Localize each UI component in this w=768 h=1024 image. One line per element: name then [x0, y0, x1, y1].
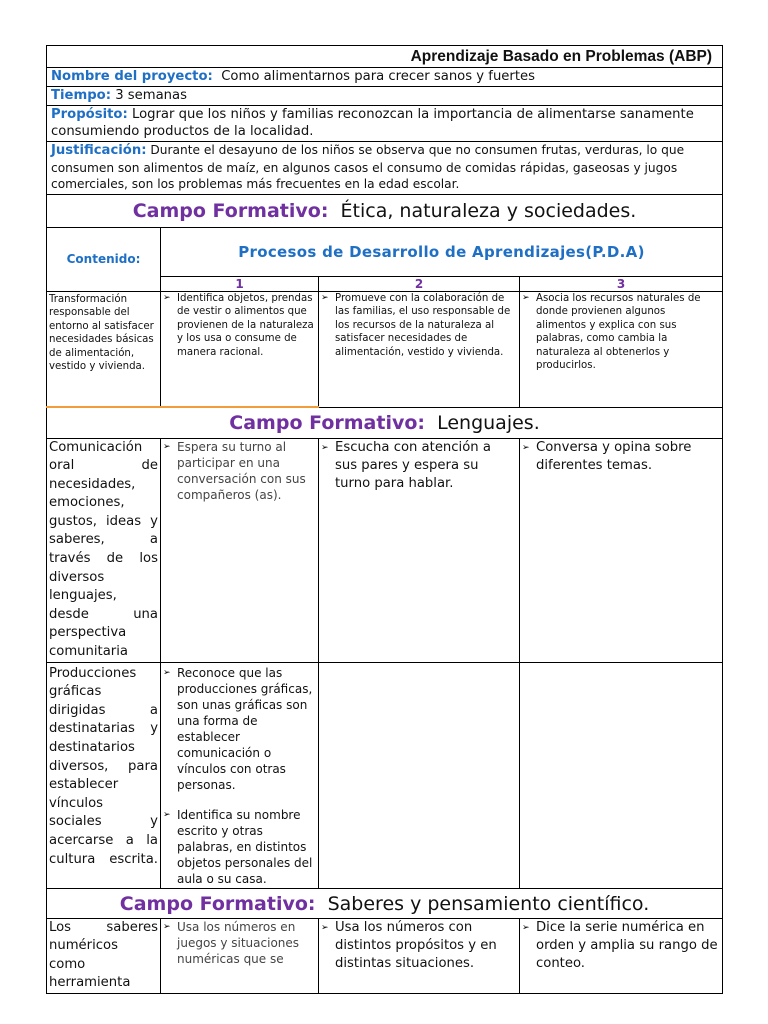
lenguajes-pda-3-cell [520, 438, 723, 662]
bullet-arrow-icon: ➢ [321, 922, 329, 933]
etica-pda-1-cell [161, 291, 319, 407]
etica-pda-2-text: Promueve con la colaboración de las familias, el uso responsable de los recursos de la naturaleza al satisfacer necesidades de alimentación, vestido y vivienda. [335, 292, 511, 358]
bullet-arrow-icon: ➢ [321, 292, 329, 303]
campo-label: Campo Formativo: [119, 892, 316, 915]
lenguajes-pda-1-text: Espera su turno al participar en una conversación con sus compañeros (as). [177, 439, 306, 502]
campo-label: Campo Formativo: [229, 412, 425, 435]
etica-pda-3-text: Asocia los recursos naturales de donde provienen algunos alimentos y explica con sus palabras, como cambia la naturaleza al obtenerlos y producirlos. [536, 292, 701, 371]
lenguajes-pda-2-1-cell [161, 662, 319, 888]
time-value: 3 semanas [115, 88, 187, 103]
lenguajes-pda-2-2-cell [319, 662, 520, 888]
purpose-value: Lograr que los niños y familias reconozcan la importancia de alimentarse sanamente consumiendo productos de la localidad. [51, 107, 694, 139]
document-title: Aprendizaje Basado en Problemas (ABP) [47, 46, 723, 68]
column-number-3: 3 [520, 276, 723, 291]
bullet-arrow-icon: ➢ [522, 442, 530, 453]
column-number-1: 1 [161, 276, 319, 291]
justification-row [47, 142, 723, 195]
campo-label: Campo Formativo: [132, 200, 329, 222]
time-row [47, 87, 723, 106]
campo-lenguajes-heading [47, 407, 723, 438]
bullet-arrow-icon: ➢ [163, 921, 171, 932]
lenguajes-pda-2-3-cell [520, 662, 723, 888]
etica-pda-2-cell [319, 291, 520, 407]
campo-etica-heading [47, 194, 723, 227]
lenguajes-pda-3-text: Conversa y opina sobre diferentes temas. [536, 439, 692, 473]
bullet-arrow-icon: ➢ [163, 809, 171, 820]
saberes-pda-1-text: Usa los números en juegos y situaciones numéricas que se [177, 919, 300, 966]
saberes-pda-2-cell [319, 918, 520, 993]
lenguajes-pda-1-cell [161, 438, 319, 662]
abp-planning-table [46, 45, 723, 994]
project-name-label: Nombre del proyecto: [51, 69, 213, 84]
saberes-contenido-cell: Los saberes numéricos como herramienta [47, 918, 161, 993]
time-label: Tiempo: [51, 88, 111, 103]
bullet-arrow-icon: ➢ [321, 442, 329, 453]
campo-lenguajes-title: Lenguajes. [437, 412, 540, 435]
lenguajes-pda-2-text: Escucha con atención a sus pares y espera su turno para hablar. [335, 439, 491, 491]
etica-contenido-cell: Transformación responsable del entorno al satisfacer necesidades básicas de alimentación, vestido y vivienda. [47, 291, 161, 407]
bullet-arrow-icon: ➢ [522, 292, 530, 303]
bullet-arrow-icon: ➢ [163, 441, 171, 452]
lenguajes-contenido-2-cell: Producciones gráficas dirigidas a destinatarias y destinatarios diversos, para establecer vínculos sociales y acercarse a la cultura escrita. [47, 662, 161, 888]
project-name-row [47, 68, 723, 87]
contenido-header: Contenido: [47, 227, 161, 291]
saberes-pda-3-cell [520, 918, 723, 993]
project-name-value: Como alimentarnos para crecer sanos y fuertes [221, 69, 535, 84]
saberes-pda-3-text: Dice la serie numérica en orden y amplia su rango de conteo. [536, 919, 718, 972]
saberes-pda-2-text: Usa los números con distintos propósitos y en distintas situaciones. [335, 919, 497, 972]
bullet-arrow-icon: ➢ [522, 922, 530, 933]
bullet-arrow-icon: ➢ [163, 292, 171, 303]
purpose-label: Propósito: [51, 107, 128, 122]
pda-header: Procesos de Desarrollo de Aprendizajes(P.D.A) [161, 227, 723, 276]
campo-saberes-heading [47, 888, 723, 918]
lenguajes-contenido-1-cell: Comunicación oral de necesidades, emociones, gustos, ideas y saberes, a través de los diversos lenguajes, desde una perspectiva comunitaria [47, 438, 161, 662]
saberes-pda-1-cell [161, 918, 319, 993]
bullet-arrow-icon: ➢ [163, 667, 171, 678]
etica-pda-1-text: Identifica objetos, prendas de vestir o alimentos que provienen de la naturaleza y los usa o consume de manera racional. [177, 292, 314, 358]
lenguajes-pda-2-1b-text: Identifica su nombre escrito y otras palabras, en distintos objetos personales del aula o su casa. [177, 807, 313, 886]
lenguajes-pda-2-cell [319, 438, 520, 662]
justification-value: Durante el desayuno de los niños se observa que no consumen frutas, verduras, lo que consumen son alimentos de maíz, en algunos casos el consumo de comidas rápidas, gaseosas y jugos comerciales, son los problemas más frecuentes en la edad escolar. [51, 143, 685, 191]
justification-label: Justificación: [51, 143, 147, 158]
campo-saberes-title: Saberes y pensamiento científico. [327, 892, 650, 915]
lenguajes-pda-2-1a-text: Reconoce que las producciones gráficas, son unas gráficas son una forma de establecer comunicación o vínculos con otras personas. [177, 665, 313, 792]
campo-etica-title: Ética, naturaleza y sociedades. [340, 200, 637, 222]
column-number-2: 2 [319, 276, 520, 291]
purpose-row [47, 106, 723, 142]
etica-pda-3-cell [520, 291, 723, 407]
